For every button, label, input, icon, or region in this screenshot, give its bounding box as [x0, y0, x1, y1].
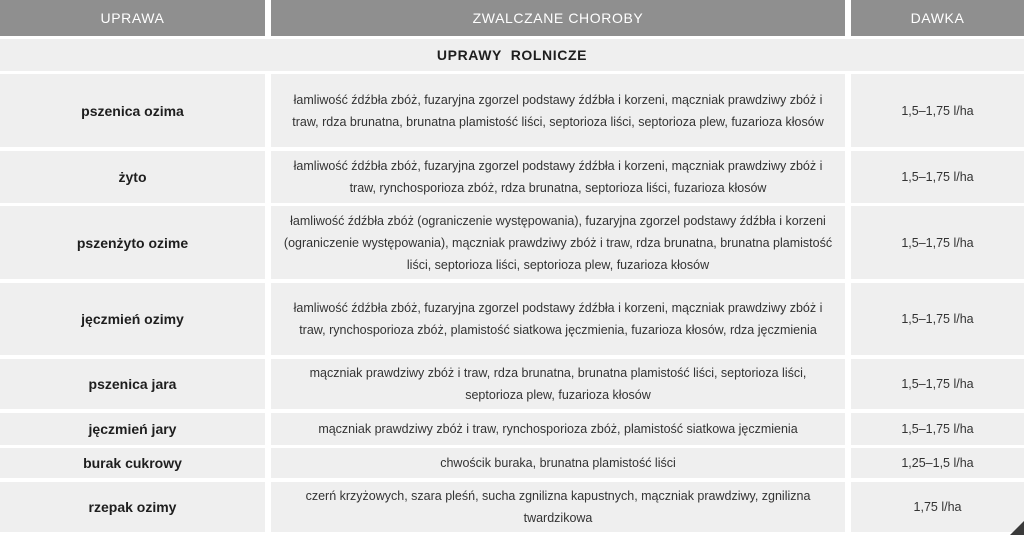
crop-name: jęczmień jary	[0, 413, 265, 445]
dose-value: 1,5–1,75 l/ha	[851, 283, 1024, 355]
crop-name: pszenica ozima	[0, 74, 265, 147]
table-row	[0, 413, 1024, 445]
table-row	[0, 206, 1024, 279]
table-row	[0, 74, 1024, 147]
table-row	[0, 151, 1024, 203]
table-row	[0, 448, 1024, 478]
table-row	[0, 359, 1024, 409]
dose-value: 1,25–1,5 l/ha	[851, 448, 1024, 478]
disease-list: łamliwość źdźbła zbóż, fuzaryjna zgorzel podstawy źdźbła i korzeni, mączniak prawdziwy zbóż i traw, rynchosporioza zbóż, plamistość siatkowa jęczmienia, fuzarioza kłosów, rdza jęczmienia	[271, 283, 845, 355]
disease-list: mączniak prawdziwy zbóż i traw, rynchosporioza zbóż, plamistość siatkowa jęczmienia	[271, 413, 845, 445]
dose-value: 1,5–1,75 l/ha	[851, 413, 1024, 445]
disease-list: łamliwość źdźbła zbóż, fuzaryjna zgorzel podstawy źdźbła i korzeni, mączniak prawdziwy zbóż i traw, rdza brunatna, brunatna plamistość liści, septorioza liści, septorioza plew, fuzarioza kłosów	[271, 74, 845, 147]
disease-list: łamliwość źdźbła zbóż (ograniczenie występowania), fuzaryjna zgorzel podstawy źdźbła i korzeni (ograniczenie występowania), mączniak prawdziwy zbóż i traw, rdza brunatna, brunatna plamistość liści, septorioza liści, septorioza plew, fuzarioza kłosów	[271, 206, 845, 279]
crop-name: pszenica jara	[0, 359, 265, 409]
dose-value: 1,75 l/ha	[851, 482, 1024, 532]
dose-value: 1,5–1,75 l/ha	[851, 359, 1024, 409]
crop-name: jęczmień ozimy	[0, 283, 265, 355]
table-row	[0, 283, 1024, 355]
header-diseases: ZWALCZANE CHOROBY	[271, 0, 845, 36]
crop-name: rzepak ozimy	[0, 482, 265, 532]
table-row	[0, 482, 1024, 532]
disease-list: czerń krzyżowych, szara pleśń, sucha zgnilizna kapustnych, mączniak prawdziwy, zgnilizna twardzikowa	[271, 482, 845, 532]
header-crop: UPRAWA	[0, 0, 265, 36]
crop-name: żyto	[0, 151, 265, 203]
corner-decoration	[1010, 521, 1024, 535]
crop-name: burak cukrowy	[0, 448, 265, 478]
disease-list: chwościk buraka, brunatna plamistość liści	[271, 448, 845, 478]
disease-list: mączniak prawdziwy zbóż i traw, rdza brunatna, brunatna plamistość liści, septorioza liści, septorioza plew, fuzarioza kłosów	[271, 359, 845, 409]
crop-name: pszenżyto ozime	[0, 206, 265, 279]
dose-value: 1,5–1,75 l/ha	[851, 151, 1024, 203]
dose-value: 1,5–1,75 l/ha	[851, 74, 1024, 147]
section-title: UPRAWY ROLNICZE	[0, 39, 1024, 71]
table-header	[0, 0, 1024, 36]
header-dose: DAWKA	[851, 0, 1024, 36]
dose-value: 1,5–1,75 l/ha	[851, 206, 1024, 279]
disease-list: łamliwość źdźbła zbóż, fuzaryjna zgorzel podstawy źdźbła i korzeni, mączniak prawdziwy zbóż i traw, rynchosporioza zbóż, rdza brunatna, septorioza liści, fuzarioza kłosów	[271, 151, 845, 203]
